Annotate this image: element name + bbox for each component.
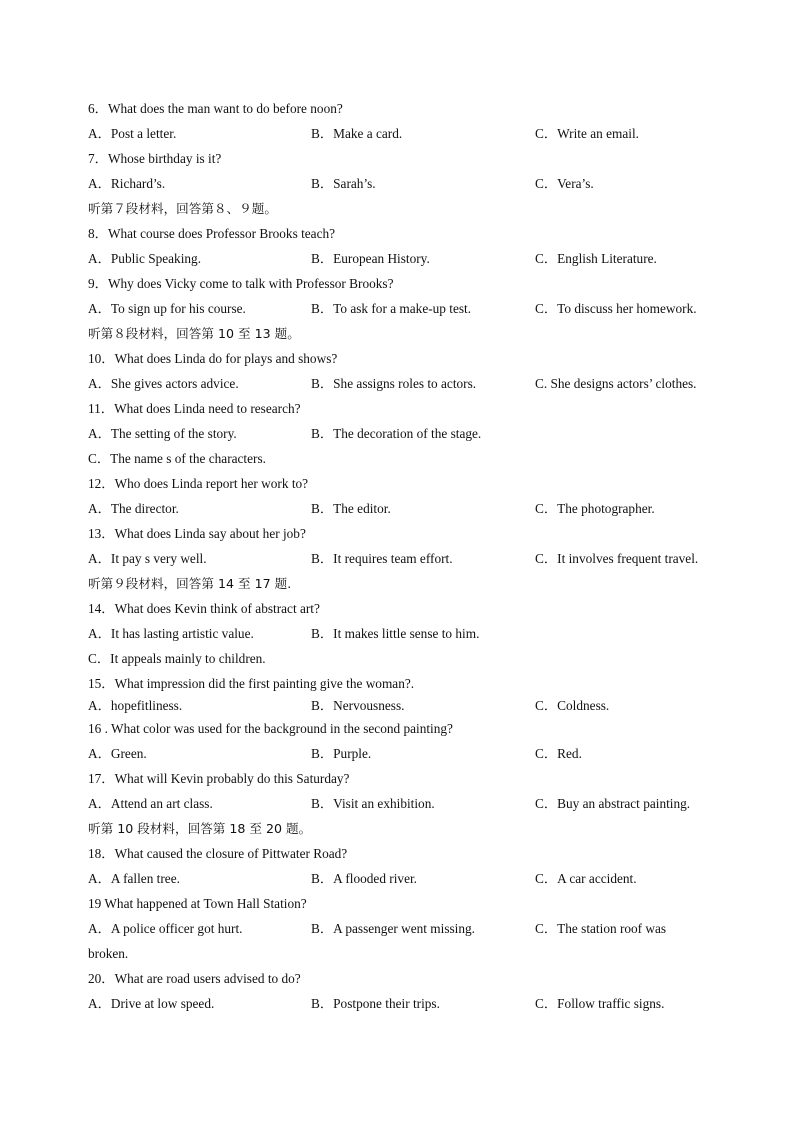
section-heading-9: 听第９段材料，回答第 14 至 17 题. [88, 576, 292, 591]
option-c: C. She designs actors’ clothes. [535, 376, 697, 391]
option-c: C．A car accident. [535, 871, 637, 886]
option-a: A．Richard’s. [88, 176, 166, 191]
question-6: 6．What does the man want to do before noon? [88, 101, 343, 116]
option-b: B．A passenger went missing. [311, 921, 475, 936]
option-b: B．The decoration of the stage. [311, 426, 482, 441]
option-a: A．Drive at low speed. [88, 996, 215, 1011]
option-c: C．Write an email. [535, 126, 639, 141]
option-a: A．The setting of the story. [88, 426, 237, 441]
question-11: 11．What does Linda need to research? [88, 401, 301, 416]
option-a: A．It has lasting artistic value. [88, 626, 254, 641]
option-a: A．A police officer got hurt. [88, 921, 243, 936]
option-b: B．Visit an exhibition. [311, 796, 435, 811]
option-c: C．It involves frequent travel. [535, 551, 699, 566]
option-c: C．Buy an abstract painting. [535, 796, 691, 811]
option-b: B．European History. [311, 251, 430, 266]
option-c: C．Red. [535, 746, 582, 761]
option-c: C．English Literature. [535, 251, 657, 266]
option-b: B．Sarah’s. [311, 176, 376, 191]
question-9: 9．Why does Vicky come to talk with Professor Brooks? [88, 276, 394, 291]
option-b: B．The editor. [311, 501, 391, 516]
question-17: 17．What will Kevin probably do this Saturday? [88, 771, 350, 786]
option-a: A．A fallen tree. [88, 871, 180, 886]
option-b: B．It makes little sense to him. [311, 626, 480, 641]
option-b: B．A flooded river. [311, 871, 417, 886]
option-a: A．To sign up for his course. [88, 301, 246, 316]
option-b: B．Postpone their trips. [311, 996, 440, 1011]
option-c: C．The station roof was [535, 921, 667, 936]
option-a: A．The director. [88, 501, 179, 516]
question-8: 8．What course does Professor Brooks teach? [88, 226, 336, 241]
question-19: 19 What happened at Town Hall Station? [88, 896, 307, 911]
question-18: 18．What caused the closure of Pittwater Road? [88, 846, 348, 861]
option-c: C．To discuss her homework. [535, 301, 697, 316]
option-a: A．Public Speaking. [88, 251, 202, 266]
question-13: 13．What does Linda say about her job? [88, 526, 306, 541]
section-heading-7: 听第７段材料，回答第８、９题。 [88, 201, 277, 216]
option-b: B．To ask for a make-up test. [311, 301, 472, 316]
option-b: B．It requires team effort. [311, 551, 453, 566]
option-a: A．Attend an art class. [88, 796, 213, 811]
option-a: A．hopefitliness. [88, 698, 183, 713]
section-heading-10: 听第 10 段材料，回答第 18 至 20 题。 [88, 821, 312, 836]
option-a: A．Green. [88, 746, 147, 761]
option-c: C．It appeals mainly to children. [88, 651, 266, 666]
question-16: 16 . What color was used for the background in the second painting? [88, 721, 453, 736]
question-14: 14．What does Kevin think of abstract art? [88, 601, 320, 616]
option-b: B．Nervousness. [311, 698, 405, 713]
option-a: A．It pay s very well. [88, 551, 207, 566]
question-10: 10．What does Linda do for plays and shows? [88, 351, 338, 366]
option-a: A．Post a letter. [88, 126, 177, 141]
option-b: B．Make a card. [311, 126, 403, 141]
question-15: 15．What impression did the first painting give the woman?. [88, 676, 415, 691]
option-c: C．Coldness. [535, 698, 610, 713]
question-20: 20．What are road users advised to do? [88, 971, 301, 986]
option-c-continuation: broken. [88, 946, 129, 961]
option-a: A．She gives actors advice. [88, 376, 239, 391]
option-c: C．The photographer. [535, 501, 655, 516]
option-c: C．Follow traffic signs. [535, 996, 665, 1011]
question-7: 7．Whose birthday is it? [88, 151, 222, 166]
question-12: 12．Who does Linda report her work to? [88, 476, 309, 491]
section-heading-8: 听第８段材料，回答第 10 至 13 题。 [88, 326, 300, 341]
option-c: C．The name s of the characters. [88, 451, 266, 466]
option-b: B．Purple. [311, 746, 372, 761]
option-b: B．She assigns roles to actors. [311, 376, 477, 391]
option-c: C．Vera’s. [535, 176, 594, 191]
